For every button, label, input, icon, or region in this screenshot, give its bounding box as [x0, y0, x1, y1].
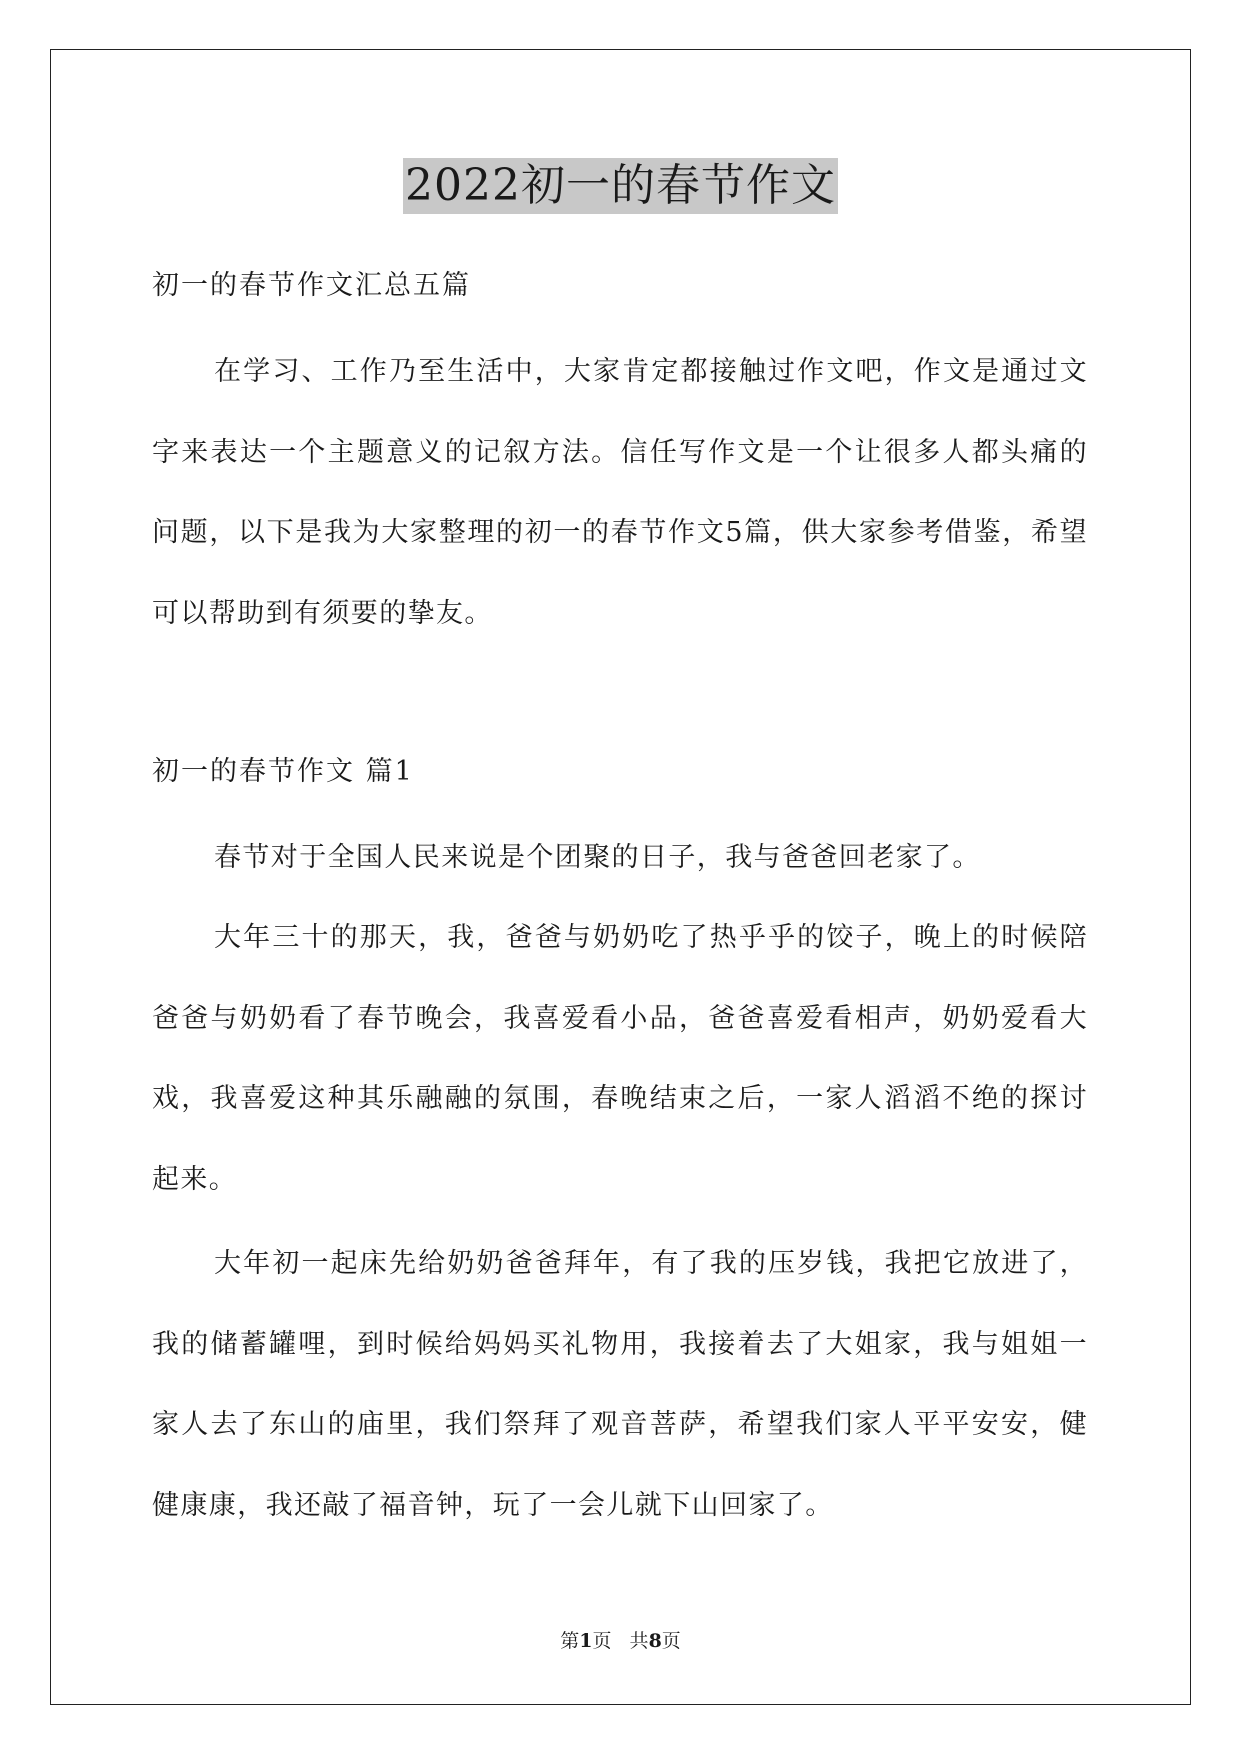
- body-paragraph-2: 大年三十的那天，我，爸爸与奶奶吃了热乎乎的饺子，晚上的时候陪爸爸与奶奶看了春节晚会，我喜爱看小品，爸爸喜爱看相声，奶奶爱看大戏，我喜爱这种其乐融融的氛围，春晚结束之后，一家人滔滔不绝的探讨起来。: [152, 922, 1088, 1195]
- footer-page-mid: 页 共: [592, 1630, 649, 1652]
- footer-page-current: 1: [579, 1630, 593, 1652]
- section-heading: 初一的春节作文 篇1: [152, 756, 414, 787]
- body-paragraph-3: 大年初一起床先给奶奶爸爸拜年，有了我的压岁钱，我把它放进了，我的储蓄罐哩，到时候给妈妈买礼物用，我接着去了大姐家，我与姐姐一家人去了东山的庙里，我们祭拜了观音菩萨，希望我们家人平平安安，健健康康，我还敲了福音钟，玩了一会儿就下山回家了。: [152, 1248, 1088, 1521]
- document-subtitle: 初一的春节作文汇总五篇: [152, 270, 471, 301]
- footer-page-suffix: 页: [661, 1630, 681, 1652]
- document-title-text: 2022初一的春节作文: [403, 158, 838, 214]
- body-paragraph-1: 春节对于全国人民来说是个团聚的日子，我与爸爸回老家了。: [214, 842, 981, 873]
- footer-page-total: 8: [648, 1630, 662, 1652]
- intro-paragraph: 在学习、工作乃至生活中，大家肯定都接触过作文吧，作文是通过文字来表达一个主题意义的记叙方法。信任写作文是一个让很多人都头痛的问题，以下是我为大家整理的初一的春节作文5篇，供大家参考借鉴，希望可以帮助到有须要的挚友。: [152, 356, 1088, 629]
- document-title: [0, 158, 1241, 214]
- page-footer: [0, 1629, 1241, 1653]
- footer-page-prefix: 第: [560, 1630, 580, 1652]
